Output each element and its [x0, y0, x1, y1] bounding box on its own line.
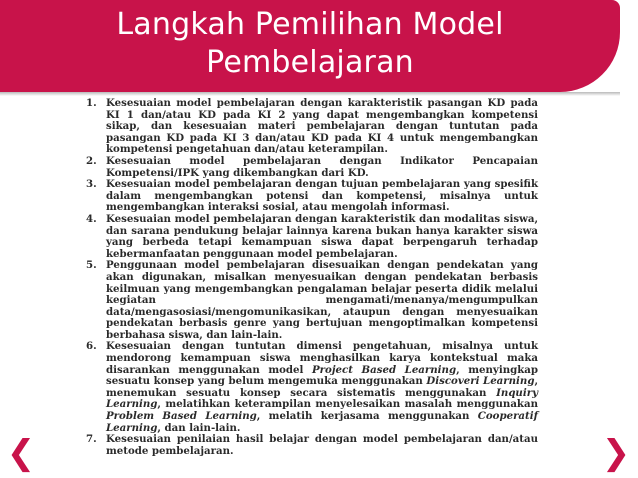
model-name: Problem Based Learning — [106, 410, 257, 423]
list-item-text: Penggunaan model pembelajaran disesuaikan dengan pendekatan yang akan digunakan, misalkan menyesuaikan dengan pendekatan berbasis keilmuan yang mengembangkan pengalaman belajar peserta didik melalui kegiatan mengamati/menanya/mengumpulkan data/mengasosiasi/mengomunikasikan, ataupun dengan menyesuaikan pendekatan berbasis genre yang bertujuan mengoptimalkan kompetensi berbahasa siswa, dan lain-lain. — [106, 259, 538, 341]
text-run: , dan lain-lain. — [157, 421, 241, 434]
text-run: , menemukan sesuatu konsep secara sistematis menggunakan — [106, 375, 538, 399]
list-item — [86, 179, 538, 214]
slide-title-line-1: Langkah Pemilihan Model — [116, 7, 504, 42]
list-item-number: 7. — [86, 433, 97, 446]
list-item-number: 2. — [86, 154, 97, 167]
model-name: Discoveri Learning — [426, 375, 535, 388]
list-item-text: Kesesuaian model pembelajaran dengan tujuan pembelajaran yang spesifik dalam mengembangkan potensi dan kompetensi, misalnya untuk mengembangkan interaksi sosial, atau mengolah informasi. — [106, 178, 538, 214]
model-name: Cooperatif Learning — [106, 410, 538, 434]
text-run: , melatihkan keterampilan menyelesaikan masalah menggunakan — [157, 398, 538, 411]
model-name: Project Based Learning — [312, 363, 457, 376]
list-item-number: 5. — [86, 259, 97, 272]
text-run: , melatih kerjasama menggunakan — [256, 410, 478, 423]
list-item — [86, 260, 538, 341]
list-item-text: Kesesuaian model pembelajaran dengan Indikator Pencapaian Kompetensi/IPK yang dikembangkan dari KD. — [106, 154, 538, 179]
model-name: Inquiry Learning — [106, 386, 538, 411]
slide-title — [60, 6, 560, 82]
list-item-text: Kesesuaian penilaian hasil belajar dengan model pembelajaran dan/atau metode pembelajaran. — [106, 433, 538, 457]
list-item — [86, 434, 538, 457]
list-item — [86, 214, 538, 260]
steps-list — [86, 98, 538, 457]
chevron-right-icon[interactable]: ❯ — [601, 433, 631, 473]
text-run: , menyingkap sesuatu konsep yang belum mengemuka menggunakan — [106, 363, 539, 388]
text-run: Kesesuaian dengan tuntutan dimensi pengetahuan, misalnya untuk mendorong kemampuan siswa menghasilkan karya kontekstual maka disarankan menggunakan model — [106, 340, 538, 376]
list-item-text: Kesesuaian model pembelajaran dengan karakteristik pasangan KD pada KI 1 dan/atau KD pada KI 2 yang dapat mengembangkan kompetensi sikap, dan kesesuaian materi pembelajaran dengan tuntutan pada pasangan KD pada KI 3 dan/atau KD pada KI 4 untuk mengembangkan kompetensi pengetahuan dan/atau keterampilan. — [106, 97, 538, 156]
list-item — [86, 98, 538, 156]
list-item-number: 1. — [86, 97, 97, 109]
list-item-number: 4. — [86, 212, 97, 225]
list-item-text: Kesesuaian model pembelajaran dengan karakteristik dan modalitas siswa, dan sarana pendukung belajar lainnya karena bukan hanya karakter siswa yang berbeda tetapi kemampuan siswa dapat berpengaruh terhadap kebermanfaatan penggunaan model pembelajaran. — [106, 212, 538, 260]
list-item-number: 6. — [86, 340, 97, 353]
list-item — [86, 341, 538, 434]
list-item — [86, 156, 538, 179]
list-item-text — [106, 340, 538, 433]
slide-title-line-2: Pembelajaran — [206, 45, 414, 80]
list-item-number: 3. — [86, 178, 97, 191]
chevron-left-icon[interactable]: ❮ — [6, 433, 36, 473]
